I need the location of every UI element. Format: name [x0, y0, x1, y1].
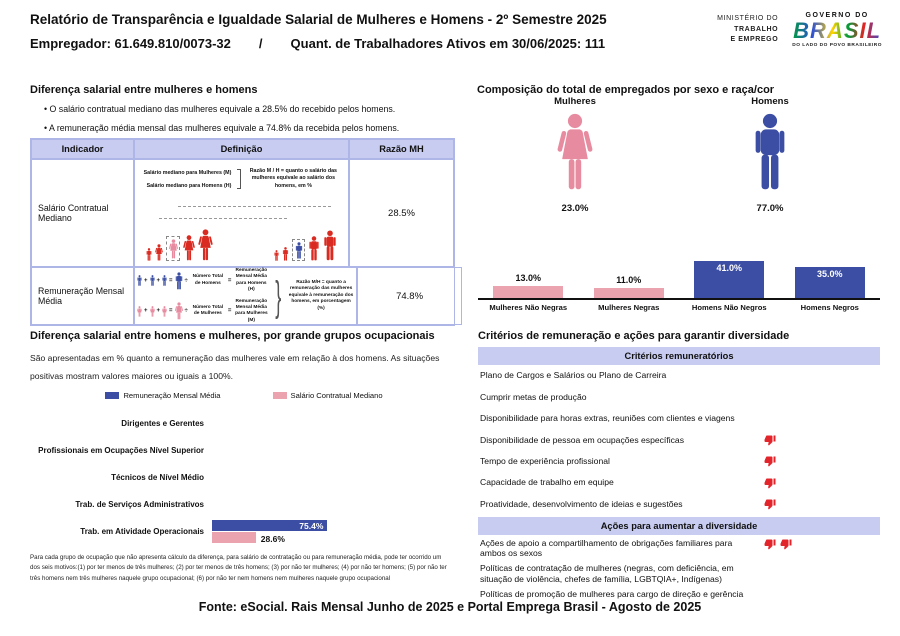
bar-homens-nao-negros	[679, 261, 780, 298]
woman-icon	[150, 306, 155, 317]
man-icon	[295, 242, 303, 259]
criteria-item: Proatividade, desenvolvimento de ideias e sugestões	[478, 493, 880, 514]
chart-legend	[30, 391, 458, 400]
race-bar-chart	[478, 240, 880, 298]
men-composition-figure	[710, 96, 830, 214]
criteria-item: Cumprir metas de produção	[480, 391, 587, 402]
legend-swatch-blue	[105, 392, 119, 399]
men-label: Homens	[751, 96, 789, 107]
criteria-title: Critérios de remuneração e ações para garantir diversidade	[478, 330, 790, 342]
chart-row: Dirigentes e Gerentes	[121, 419, 204, 429]
criteria-item: Disponibilidade para horas extras, reuniões com clientes e viagens	[480, 413, 735, 424]
composition-title: Composição do total de empregados por sexo e raça/cor	[477, 84, 775, 96]
men-average-formula: + + = ÷ Número Total de Homens = Remuneração Mensal Média para Homens (H)	[137, 268, 269, 293]
curly-bracket: }	[275, 272, 282, 320]
man-icon	[150, 275, 155, 286]
bar-remuneracao-operacionais	[212, 520, 327, 531]
occupational-section	[30, 330, 458, 584]
bar-value: 41.0%	[716, 263, 743, 274]
bar-mulheres-negras	[579, 275, 680, 298]
bar-value: 35.0%	[816, 268, 843, 279]
thumbs-down-icon	[764, 434, 776, 446]
women-total-label: Número Total de Mulheres	[192, 305, 224, 317]
average-ratio-note: Razão M/H = quanto a remuneração das mulheres equivale à remuneração dos homens, em porcentagem (%)	[288, 279, 354, 311]
source-footer: Fonte: eSocial. Rais Mensal Junho de 2025 e Portal Emprega Brasil - Agosto de 2025	[198, 600, 702, 614]
woman-icon	[137, 306, 142, 317]
women-group-pictograms	[146, 229, 213, 261]
band-criterios-remuneratorios: Critérios remuneratórios	[478, 347, 880, 365]
bracket	[237, 169, 241, 189]
brasil-wordmark: BRASIL	[793, 18, 882, 43]
bar-value: 28.6%	[260, 533, 285, 544]
criteria-item: Disponibilidade de pessoa em ocupações específicas	[478, 429, 880, 450]
legend-swatch-pink	[273, 392, 287, 399]
occupational-footnote: Para cada grupo de ocupação que não apresenta cálculo da diferença, para salário de contratação ou para remuneração média, pode ter ocorrido um dos seis motivos:(1) por ter menos de três mulheres; (2) por ter menos de três homens; (3) por não ter mulheres; (4) por não ter homens; (5) por não ter três homens nem três mulheres naquele grupo ocupacional; (6) por não ter nem homens nem mulheres naquele grupo ocupacional	[30, 554, 447, 582]
median-ratio-note: Razão M / H = quanto o salário das mulheres equivale ao salário dos homens, em %	[249, 168, 337, 189]
bar-value: 11.0%	[616, 275, 642, 286]
man-icon	[137, 275, 142, 286]
bar	[694, 261, 764, 298]
legend-salario: Salário Contratual Mediano	[273, 391, 383, 400]
occupational-bar-chart	[30, 410, 458, 545]
bar	[795, 267, 865, 299]
category-label: Homens Negros	[800, 303, 859, 312]
col-header-razao-mh: Razão MH	[349, 139, 454, 159]
person-icon	[183, 235, 195, 261]
thumbs-down-icon	[764, 498, 776, 510]
ministry-logo: MINISTÉRIO DO TRABALHO E EMPREGO	[717, 15, 779, 44]
action-item: Políticas de contratação de mulheres (negras, com deficiência, em situação de violência, chefes de família, LGBTQIA+, Indígenas)	[480, 563, 734, 584]
criteria-item: Tempo de experiência profissional	[478, 451, 880, 472]
separator: /	[258, 36, 263, 51]
bar-value: 75.4%	[299, 520, 324, 531]
chart-row: Trab. em Atividade Operacionais 75.4% 28.6%	[30, 518, 458, 545]
chart-row: Trab. de Serviços Administrativos	[75, 500, 204, 510]
dashed-connector-line	[178, 206, 331, 207]
col-header-indicador: Indicador	[31, 139, 134, 159]
label-median-men: Salário mediano para Homens (H)	[146, 182, 232, 189]
person-icon	[282, 247, 289, 261]
person-icon	[198, 229, 213, 261]
action-item: Políticas de promoção de mulheres para cargo de direção e gerência	[480, 588, 744, 599]
women-result-label: Remuneração Mensal Média para Mulheres (M)	[235, 299, 268, 323]
men-percentage: 77.0%	[756, 203, 784, 214]
indicator-label: Remuneração Mensal Média	[31, 267, 134, 325]
highlighted-man-median	[292, 239, 305, 261]
bar-value: 13.0%	[515, 273, 542, 284]
bar	[493, 286, 563, 298]
person-icon	[146, 248, 152, 261]
page-title: Relatório de Transparência e Igualdade Salarial de Mulheres e Homens - 2º Semestre 2025	[30, 12, 607, 27]
criteria-item: Plano de Cargos e Salários ou Plano de Carreira	[480, 370, 667, 381]
woman-icon	[175, 302, 183, 320]
governo-do-brasil-logo: GOVERNO DO BRASIL DO LADO DO POVO BRASILEIRO	[792, 12, 882, 49]
band-acoes-diversidade: Ações para aumentar a diversidade	[478, 517, 880, 535]
salary-gap-bullets	[30, 104, 458, 133]
criteria-section	[478, 330, 880, 610]
men-result-label: Remuneração Mensal Média para Homens (H)	[235, 268, 268, 292]
active-workers: Quant. de Trabalhadores Ativos em 30/06/2025: 111	[290, 36, 606, 51]
salary-gap-section	[30, 84, 458, 133]
women-percentage: 23.0%	[561, 203, 589, 214]
table-row-average-pay	[31, 267, 454, 325]
women-label: Mulheres	[554, 96, 596, 107]
category-label: Mulheres Negras	[598, 303, 660, 312]
legend-remuneracao: Remuneração Mensal Média	[105, 391, 220, 400]
thumbs-down-icon	[764, 477, 776, 489]
man-icon	[175, 272, 183, 290]
ratio-median-value: 28.5%	[349, 159, 454, 267]
definition-graphic-median	[134, 159, 349, 267]
thumbs-down-icon	[764, 455, 776, 467]
person-icon	[274, 250, 279, 261]
employer-id: Empregador: 61.649.810/0073-32	[30, 36, 231, 51]
person-icon	[308, 236, 320, 261]
women-average-formula: + + = ÷ Número Total de Mulheres = Remuneração Mensal Média para Mulheres (M)	[137, 299, 269, 324]
ratio-average-value: 74.8%	[357, 267, 462, 325]
man-icon	[162, 275, 167, 286]
women-composition-figure	[515, 96, 635, 214]
label-median-women: Salário mediano para Mulheres (M)	[143, 169, 232, 176]
indicator-table	[30, 138, 455, 326]
men-total-label: Número Total de Homens	[192, 274, 224, 286]
col-header-definicao: Definição	[134, 139, 349, 159]
people-size-comparison	[146, 196, 337, 261]
men-group-pictograms	[274, 230, 337, 261]
category-label: Homens Não Negros	[691, 303, 767, 312]
man-pictogram	[752, 113, 788, 191]
bar-salario-operacionais	[212, 532, 285, 544]
bar	[594, 288, 664, 298]
chart-row: Técnicos de Nível Médio	[111, 473, 204, 483]
person-icon	[155, 244, 163, 261]
criteria-item: Capacidade de trabalho em equipe	[478, 472, 880, 493]
bullet-median-salary: • O salário contratual mediano das mulheres equivale a 28.5% do recebido pelos homens.	[44, 104, 396, 114]
employer-line	[30, 36, 605, 51]
category-label: Mulheres Não Negras	[489, 303, 568, 312]
thumbs-down-icon	[764, 538, 776, 550]
woman-icon	[169, 239, 178, 259]
bar-mulheres-nao-negras	[478, 273, 579, 298]
occupational-title: Diferença salarial entre homens e mulheres, por grande grupos ocupacionais	[30, 330, 435, 342]
bar-homens-negros	[780, 267, 881, 299]
salary-gap-title: Diferença salarial entre mulheres e homens	[30, 84, 258, 96]
bullet-average-pay: • A remuneração média mensal das mulheres equivale a 74.8% da recebida pelos homens.	[44, 123, 400, 133]
thumbs-down-icon	[780, 538, 792, 550]
race-category-labels	[478, 303, 880, 312]
indicator-label: Salário Contratual Mediano	[31, 159, 134, 267]
table-row-median-salary	[31, 159, 454, 267]
actions-list	[478, 535, 880, 610]
woman-pictogram	[557, 113, 593, 191]
highlighted-woman-median	[166, 236, 180, 261]
dashed-connector-line	[159, 218, 287, 219]
chart-row: Profissionais em Ocupações Nível Superior	[38, 446, 204, 456]
table-header-row	[31, 139, 454, 159]
occupational-description: São apresentadas em % quanto a remuneração das mulheres vale em relação à dos homens. As situações positivas mostram valores maiores ou iguais a 100%.	[30, 353, 440, 382]
person-icon	[323, 230, 337, 261]
x-axis	[478, 298, 880, 300]
woman-icon	[162, 306, 167, 317]
definition-graphic-average	[134, 267, 357, 325]
action-item: Ações de apoio a compartilhamento de obrigações familiares para ambos os sexos	[478, 535, 880, 560]
criteria-list	[478, 365, 880, 515]
government-logos	[717, 12, 882, 48]
